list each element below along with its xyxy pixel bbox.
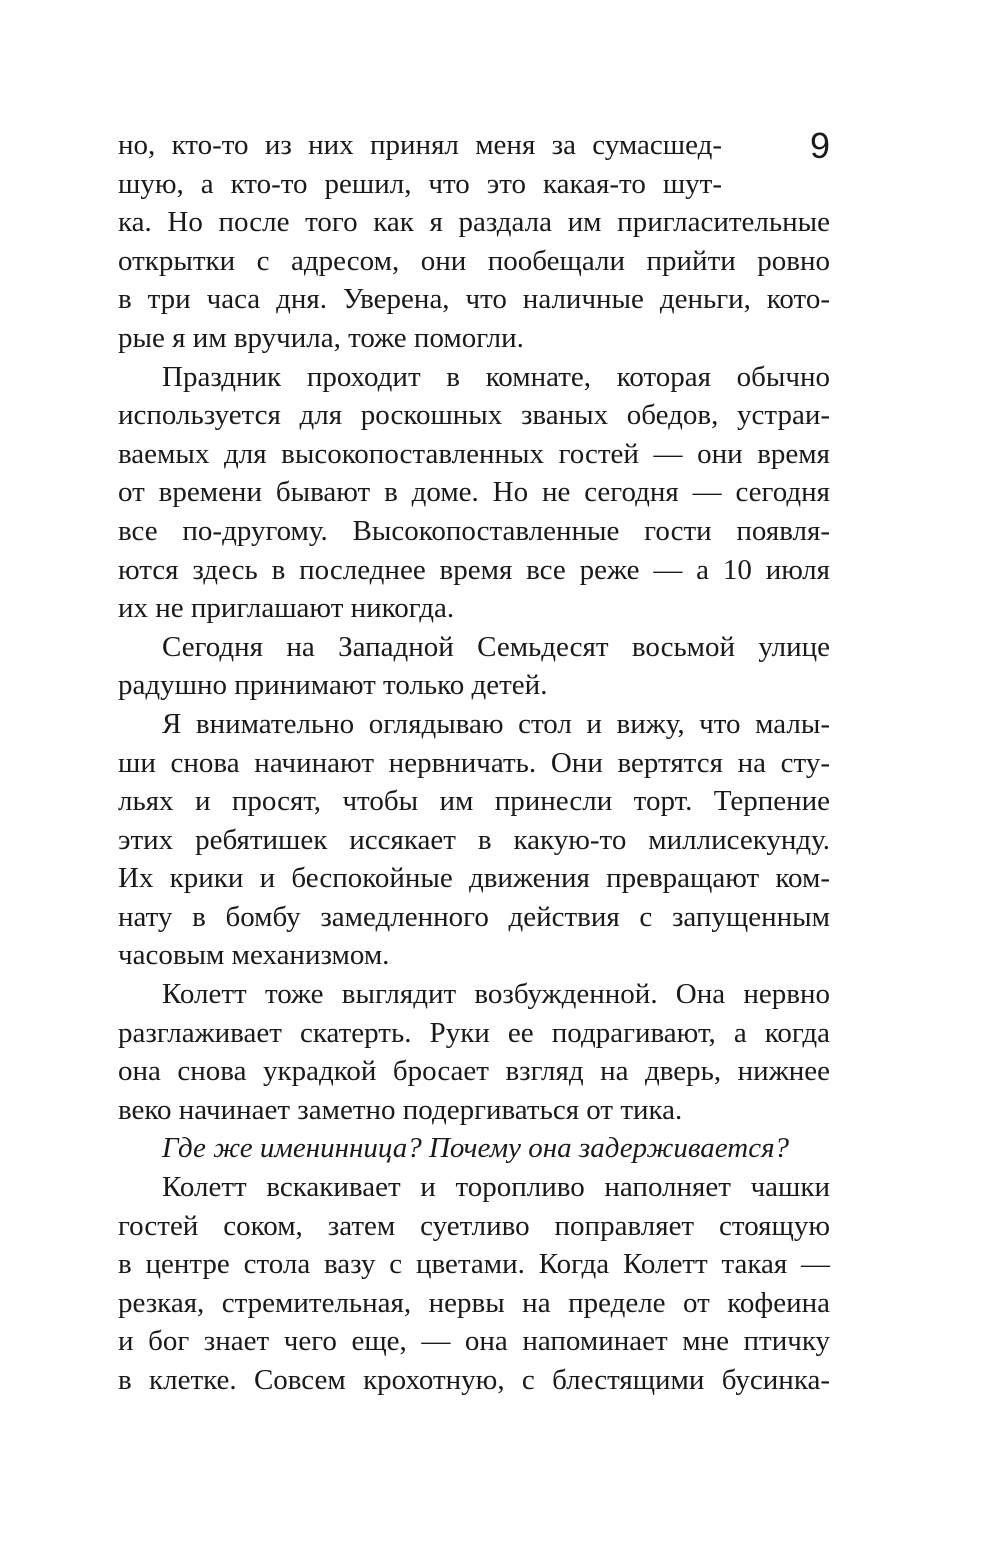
text-line: используется для роскошных званых обедов, устраи- [118,399,830,432]
text-line: Сегодня на Западной Семьдесят восьмой улице [162,630,830,663]
italic-text-line: Где же именинница? Почему она задерживается? [162,1132,790,1165]
text-line: льях и просят, чтобы им принесли торт. Терпение [118,785,830,818]
book-page [118,126,830,1400]
text-line: она снова украдкой бросает взгляд на дверь, нижнее [118,1055,830,1088]
text-line: ются здесь в последнее время все реже — а 10 июля [118,553,830,586]
text-line: открытки с адресом, они пообещали прийти ровно [118,244,830,277]
paragraph-4 [118,705,830,975]
text-line: радушно принимают только детей. [118,669,548,702]
text-line: рые я им вручила, тоже помогли. [118,321,524,354]
text-line: Колетт вскакивает и торопливо наполняет чашки [162,1171,830,1204]
text-line: часовым механизмом. [118,939,390,972]
text-line: все по-другому. Высокопоставленные гости появля- [118,514,830,547]
text-line: их не приглашают никогда. [118,592,455,625]
text-line: в центре стола вазу с цветами. Когда Колетт такая — [118,1248,830,1281]
text-line: веко начинает заметно подергиваться от тика. [118,1093,683,1126]
text-line: гостей соком, затем суетливо поправляет стоящую [118,1209,830,1242]
page-number: 9 [809,125,830,166]
text-line: Я внимательно оглядываю стол и вижу, что малы- [162,707,830,740]
paragraph-2 [118,358,830,628]
text-line: в клетке. Совсем крохотную, с блестящими бусинка- [118,1364,830,1396]
text-line: ши снова начинают нервничать. Они вертятся на сту- [118,746,830,779]
text-line: и бог знает чего еще, — она напоминает мне птичку [118,1325,830,1358]
text-line: ваемых для высокопоставленных гостей — они время [118,437,830,470]
text-line: шую, а кто-то решил, что это какая-то шут- [118,167,722,200]
text-line: Колетт тоже выглядит возбужденной. Она нервно [162,978,830,1011]
paragraph-3 [118,628,830,705]
text-line: резкая, стремительная, нервы на пределе от кофеина [118,1286,830,1319]
text-line: этих ребятишек иссякает в какую-то миллисекунду. [118,823,830,856]
text-line: нату в бомбу замедленного действия с запущенным [118,900,830,933]
text-line: разглаживает скатерть. Руки ее подрагивают, а когда [118,1016,830,1049]
paragraph-7 [118,1168,830,1400]
text-line: от времени бывают в доме. Но не сегодня — сегодня [118,476,830,509]
paragraph-6-italic-thought [118,1129,830,1168]
paragraph-5 [118,975,830,1129]
text-line: ка. Но после того как я раздала им пригласительные [118,206,830,239]
text-line: но, кто-то из них принял меня за сумасшед- [118,129,722,161]
paragraph-1 [118,126,830,358]
text-line: Праздник проходит в комнате, которая обычно [162,360,830,393]
text-line: в три часа дня. Уверена, что наличные деньги, кото- [118,283,830,316]
text-line: Их крики и беспокойные движения превращают ком- [118,862,830,895]
